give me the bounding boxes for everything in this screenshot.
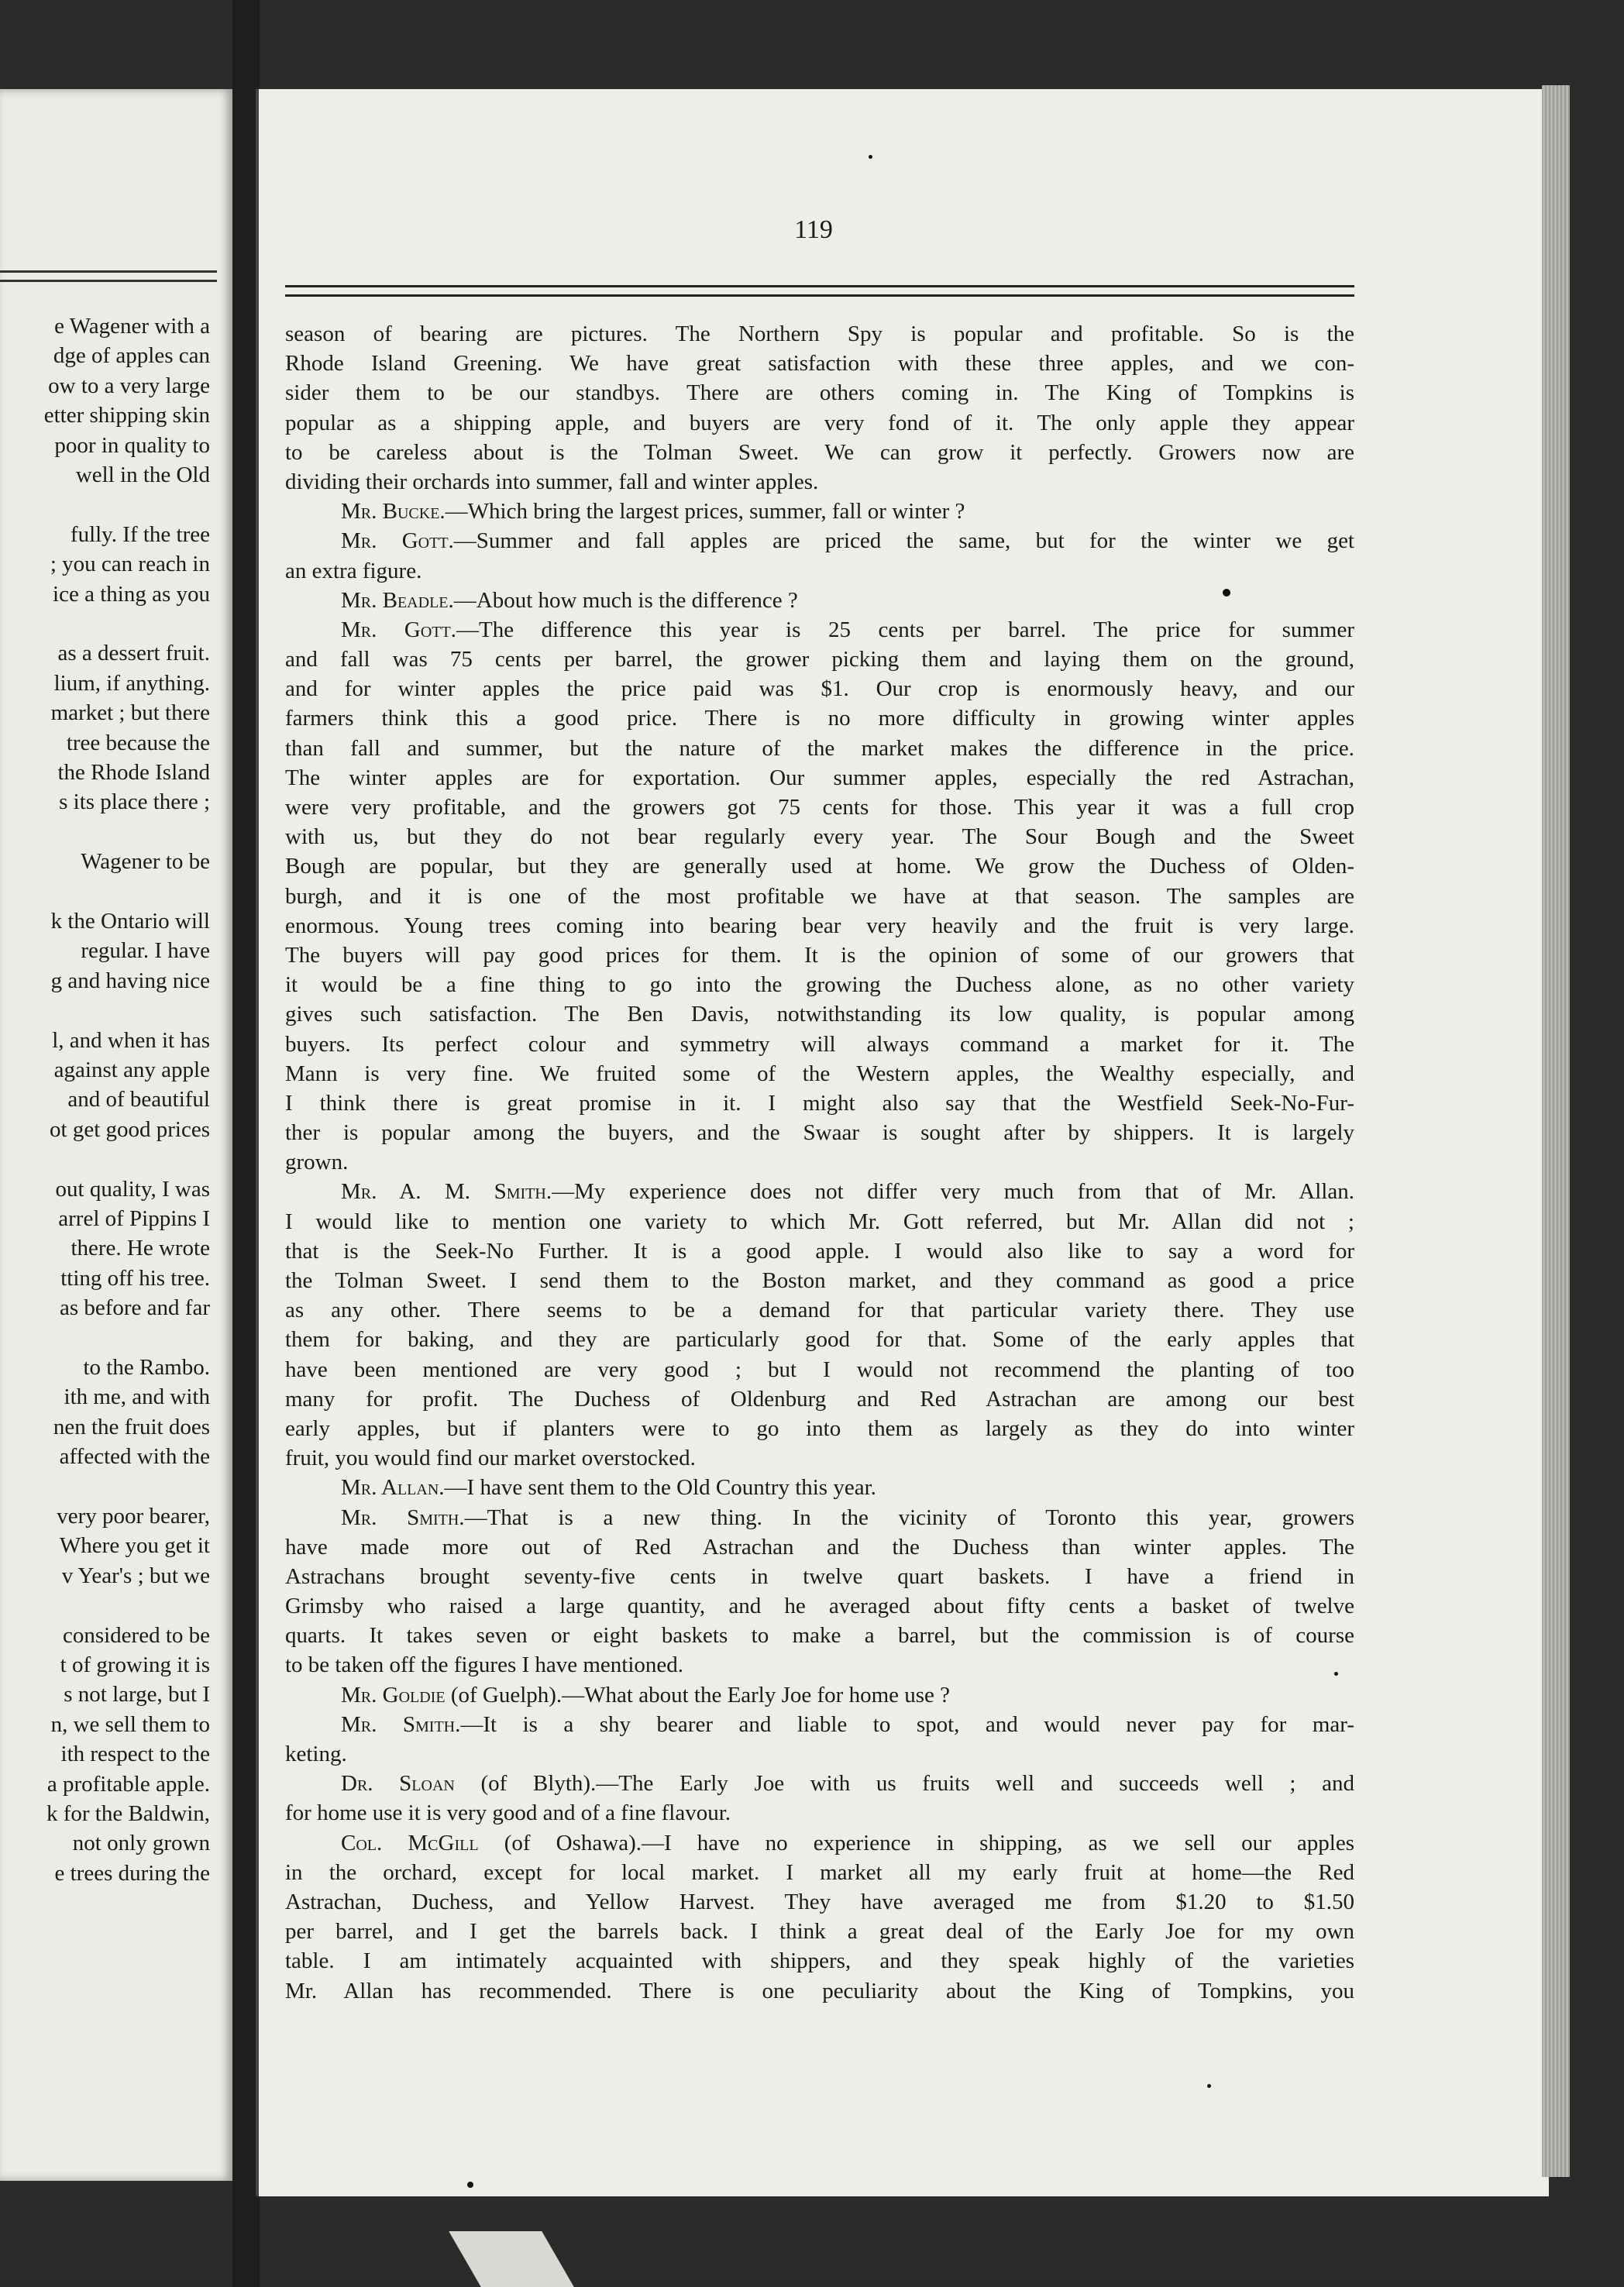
facing-page-line: there. He wrote xyxy=(71,1236,210,1261)
facing-page-line: as a dessert fruit. xyxy=(57,641,210,666)
speaker-line xyxy=(285,1177,1354,1206)
text-line xyxy=(285,1443,1354,1473)
line-text: popular as a shipping apple, and buyers are very fond of it. The only apple they appear xyxy=(285,410,1354,435)
line-text: I think there is great promise in it. I might also say that the Westfield Seek-No-Fur- xyxy=(285,1090,1354,1116)
facing-page-line: very poor bearer, xyxy=(57,1504,210,1529)
line-text: —Summer and fall apples are priced the same, but for the winter we get xyxy=(453,528,1354,554)
line-text: it would be a fine thing to go into the growing the Duchess alone, as no other variety xyxy=(285,972,1354,998)
facing-page-line: a profitable apple. xyxy=(46,1771,210,1797)
line-text: grown. xyxy=(285,1150,349,1175)
text-line xyxy=(285,438,1354,467)
line-text: —My experience does not differ very much from that of Mr. Allan. xyxy=(552,1179,1354,1205)
line-text: Astrachans brought seventy-five cents in twelve quart baskets. I have a friend in xyxy=(285,1563,1354,1589)
facing-page-line: s not large, but I xyxy=(64,1682,210,1708)
speaker-name: Col. McGill xyxy=(341,1830,479,1855)
page-shadow xyxy=(449,2231,574,2287)
line-text: Grimsby who raised a large quantity, and he averaged about fifty cents a basket of twelve xyxy=(285,1594,1354,1619)
text-line xyxy=(285,408,1354,438)
text-line xyxy=(285,349,1354,378)
speaker-line xyxy=(285,497,1354,526)
text-line xyxy=(285,1946,1354,1976)
line-text: Bough are popular, but they are generally used at home. We grow the Duchess of Olden- xyxy=(285,854,1354,879)
line-text: table. I am intimately acquainted with shippers, and they speak highly of the varieties xyxy=(285,1948,1354,1974)
text-line xyxy=(285,556,1354,586)
text-line xyxy=(285,1088,1354,1118)
line-text: Rhode Island Greening. We have great satisfaction with these three apples, and we con- xyxy=(285,351,1354,377)
text-line xyxy=(285,822,1354,851)
line-text: as any other. There seems to be a demand for that particular variety there. They use xyxy=(285,1298,1354,1323)
text-line xyxy=(285,1295,1354,1325)
facing-page-line: out quality, I was xyxy=(55,1176,210,1202)
line-text: the Tolman Sweet. I send them to the Boston market, and they command as good a price xyxy=(285,1268,1354,1293)
text-line xyxy=(285,674,1354,703)
text-line xyxy=(285,763,1354,793)
line-text: gives such satisfaction. The Ben Davis, notwithstanding its low quality, is popular among xyxy=(285,1002,1354,1027)
facing-page-line: ot get good prices xyxy=(50,1116,210,1142)
line-text: and fall was 75 cents per barrel, the grower picking them and laying them on the ground, xyxy=(285,647,1354,672)
text-line xyxy=(285,1147,1354,1177)
line-text: quarts. It takes seven or eight baskets to make a barrel, but the commission is of course xyxy=(285,1623,1354,1649)
facing-page-line: market ; but there xyxy=(50,700,210,726)
facing-page-line: fully. If the tree xyxy=(70,521,210,547)
line-text: were very profitable, and the growers got 75 cents for those. This year it was a full crop xyxy=(285,795,1354,820)
line-text: early apples, but if planters were to go into them as largely as they do into winter xyxy=(285,1415,1354,1441)
facing-page-line: to the Rambo. xyxy=(83,1355,210,1380)
line-text: The buyers will pay good prices for them. It is the opinion of some of our growers that xyxy=(285,942,1354,968)
page-number: 119 xyxy=(794,215,833,244)
line-text: —The difference this year is 25 cents per barrel. The price for summer xyxy=(456,617,1354,642)
speaker-line xyxy=(285,1710,1354,1739)
speaker-line xyxy=(285,1828,1354,1858)
speaker-name: Mr. Smith. xyxy=(341,1505,465,1530)
facing-page-line: not only grown xyxy=(72,1831,210,1856)
text-line xyxy=(285,1384,1354,1414)
text-line xyxy=(285,1207,1354,1236)
facing-page-line: ith respect to the xyxy=(60,1742,210,1767)
speck xyxy=(467,2182,473,2188)
speaker-line xyxy=(285,1503,1354,1532)
text-line xyxy=(285,1236,1354,1266)
speck xyxy=(1207,2084,1211,2088)
facing-page-line: l, and when it has xyxy=(52,1027,210,1053)
text-line xyxy=(285,1798,1354,1828)
line-text: them for baking, and they are particularly good for that. Some of the early apples that xyxy=(285,1327,1354,1353)
line-text: in the orchard, except for local market. I market all my early fruit at home—the Red xyxy=(285,1859,1354,1885)
facing-page-line: and of beautiful xyxy=(67,1087,210,1113)
text-line xyxy=(285,1858,1354,1887)
line-text: sider them to be our standbys. There are others coming in. The King of Tompkins is xyxy=(285,380,1354,406)
facing-page-line: dge of apples can xyxy=(53,343,210,369)
text-line xyxy=(285,1562,1354,1591)
facing-page-line: considered to be xyxy=(62,1622,210,1648)
facing-page-line: against any apple xyxy=(53,1058,210,1082)
line-text: (of Oshawa).—I have no experience in shipping, as we sell our apples xyxy=(478,1830,1354,1855)
speck xyxy=(1223,589,1230,597)
speaker-line xyxy=(285,615,1354,645)
facing-page-line: v Year's ; but we xyxy=(61,1563,210,1588)
facing-page-line: affected with the xyxy=(59,1444,210,1470)
text-line xyxy=(285,882,1354,911)
page-edges xyxy=(1542,85,1570,2177)
text-line xyxy=(285,1887,1354,1917)
line-text: Astrachan, Duchess, and Yellow Harvest. They have averaged me from $1.20 to $1.50 xyxy=(285,1889,1354,1914)
text-line xyxy=(285,793,1354,822)
text-line xyxy=(285,1917,1354,1946)
facing-page-line: e Wagener with a xyxy=(54,314,210,339)
facing-page-line: as before and far xyxy=(59,1295,210,1321)
line-text: burgh, and it is one of the most profitable we have at that season. The samples are xyxy=(285,883,1354,909)
facing-page-line: Where you get it xyxy=(59,1533,210,1559)
facing-page-line: s its place there ; xyxy=(59,789,210,815)
facing-page-line: k for the Baldwin, xyxy=(46,1801,210,1826)
line-text: farmers think this a good price. There is no more difficulty in growing winter apples xyxy=(285,706,1354,731)
text-line xyxy=(285,319,1354,349)
line-text: (of Guelph).—What about the Early Joe for home use ? xyxy=(445,1682,951,1708)
facing-page-line: k the Ontario will xyxy=(50,909,210,934)
line-text: an extra figure. xyxy=(285,558,422,583)
line-text: with us, but they do not bear regularly every year. The Sour Bough and the Sweet xyxy=(285,824,1354,850)
text-line xyxy=(285,467,1354,497)
facing-page-line: n, we sell them to xyxy=(50,1711,210,1737)
facing-page-line: etter shipping skin xyxy=(43,403,210,428)
text-line xyxy=(285,1532,1354,1562)
speaker-line xyxy=(285,586,1354,615)
line-text: ther is popular among the buyers, and the Swaar is sought after by shippers. It is largely xyxy=(285,1120,1354,1146)
facing-page-rule xyxy=(0,280,217,282)
facing-page-line: arrel of Pippins I xyxy=(58,1206,210,1231)
text-line xyxy=(285,1325,1354,1354)
line-text: Mann is very fine. We fruited some of the Western apples, the Wealthy especially, and xyxy=(285,1061,1354,1086)
line-text: have made more out of Red Astrachan and the Duchess than winter apples. The xyxy=(285,1534,1354,1560)
line-text: for home use it is very good and of a fine flavour. xyxy=(285,1800,731,1826)
line-text: dividing their orchards into summer, fall and winter apples. xyxy=(285,469,819,494)
text-line xyxy=(285,970,1354,999)
facing-page-line: Wagener to be xyxy=(81,849,210,875)
text-line xyxy=(285,1739,1354,1769)
facing-page-line: tree because the xyxy=(66,730,210,755)
line-text: that is the Seek-No Further. It is a good apple. I would also like to say a word for xyxy=(285,1238,1354,1264)
text-line xyxy=(285,941,1354,970)
line-text: have been mentioned are very good ; but I would not recommend the planting of too xyxy=(285,1357,1354,1382)
facing-page-line: lium, if anything. xyxy=(53,670,210,696)
facing-page-line: regular. I have xyxy=(81,938,210,964)
line-text: fruit, you would find our market overstocked. xyxy=(285,1446,696,1471)
facing-page-line: ; you can reach in xyxy=(50,552,210,577)
speaker-name: Mr. Smith. xyxy=(341,1711,461,1737)
text-line xyxy=(285,734,1354,763)
speaker-name: Mr. Gott. xyxy=(341,617,456,642)
speaker-line xyxy=(285,1769,1354,1798)
text-line xyxy=(285,703,1354,733)
line-text: to be taken off the figures I have mentioned. xyxy=(285,1652,684,1678)
speaker-name: Mr. Goldie xyxy=(341,1682,446,1708)
text-line xyxy=(285,1118,1354,1147)
text-line xyxy=(285,1591,1354,1621)
body-text xyxy=(285,319,1354,2006)
facing-page-line: ow to a very large xyxy=(48,373,210,398)
facing-page-line: ith me, and with xyxy=(64,1384,210,1410)
text-line xyxy=(285,1355,1354,1384)
line-text: (of Blyth).—The Early Joe with us fruits well and succeeds well ; and xyxy=(454,1771,1354,1797)
speaker-line xyxy=(285,526,1354,555)
facing-page-line: ice a thing as you xyxy=(53,581,210,607)
speaker-name: Dr. Sloan xyxy=(341,1771,455,1797)
header-rule xyxy=(285,285,1354,287)
facing-page-line: t of growing it is xyxy=(60,1652,210,1677)
line-text: to be careless about is the Tolman Sweet. We can grow it perfectly. Growers now are xyxy=(285,439,1354,465)
speaker-line xyxy=(285,1680,1354,1710)
line-text: per barrel, and I get the barrels back. I think a great deal of the Early Joe for my own xyxy=(285,1919,1354,1945)
text-line xyxy=(285,1030,1354,1059)
speaker-name: Mr. Bucke. xyxy=(341,499,446,524)
text-line xyxy=(285,645,1354,674)
facing-page-line: the Rhode Island xyxy=(57,760,210,785)
line-text: than fall and summer, but the nature of the market makes the difference in the price. xyxy=(285,735,1354,761)
text-line xyxy=(285,1414,1354,1443)
text-line xyxy=(285,378,1354,408)
line-text: many for profit. The Duchess of Oldenburg and Red Astrachan are among our best xyxy=(285,1386,1354,1412)
text-line xyxy=(285,911,1354,941)
speaker-name: Mr. A. M. Smith. xyxy=(341,1179,552,1205)
line-text: —About how much is the difference ? xyxy=(453,587,798,613)
facing-page-line: tting off his tree. xyxy=(60,1265,210,1291)
speck xyxy=(1334,1672,1338,1676)
text-line xyxy=(285,1621,1354,1650)
text-line xyxy=(285,1650,1354,1680)
line-text: buyers. Its perfect colour and symmetry will always command a market for it. The xyxy=(285,1031,1354,1057)
line-text: and for winter apples the price paid was $1. Our crop is enormously heavy, and our xyxy=(285,676,1354,702)
text-line xyxy=(285,999,1354,1029)
line-text: —Which bring the largest prices, summer, fall or winter ? xyxy=(445,499,965,524)
speaker-name: Mr. Gott. xyxy=(341,528,454,554)
line-text: The winter apples are for exportation. Our summer apples, especially the red Astrachan, xyxy=(285,765,1354,790)
line-text: —I have sent them to the Old Country this year. xyxy=(444,1475,876,1501)
line-text: Mr. Allan has recommended. There is one peculiarity about the King of Tompkins, you xyxy=(285,1978,1354,2003)
line-text: enormous. Young trees coming into bearing bear very heavily and the fruit is very large. xyxy=(285,913,1354,938)
text-line xyxy=(285,1059,1354,1088)
facing-page-line: poor in quality to xyxy=(54,432,210,458)
speaker-line xyxy=(285,1473,1354,1502)
line-text: —That is a new thing. In the vicinity of Toronto this year, growers xyxy=(464,1505,1354,1530)
text-line xyxy=(285,1266,1354,1295)
line-text: —It is a shy bearer and liable to spot, and would never pay for mar- xyxy=(460,1711,1355,1737)
line-text: keting. xyxy=(285,1742,347,1766)
facing-page-line: e trees during the xyxy=(54,1860,210,1886)
line-text: season of bearing are pictures. The Northern Spy is popular and profitable. So is the xyxy=(285,322,1354,346)
facing-page-line: nen the fruit does xyxy=(53,1414,210,1439)
line-text: I would like to mention one variety to which Mr. Gott referred, but Mr. Allan did not ; xyxy=(285,1209,1354,1234)
facing-page-rule xyxy=(0,270,217,273)
speck xyxy=(869,155,872,159)
speaker-name: Mr. Beadle. xyxy=(341,587,454,613)
text-line xyxy=(285,1976,1354,2006)
speaker-name: Mr. Allan. xyxy=(341,1475,445,1501)
text-line xyxy=(285,851,1354,881)
header-rule xyxy=(285,294,1354,297)
facing-page-line: g and having nice xyxy=(50,968,210,993)
facing-page-line: well in the Old xyxy=(75,463,210,487)
